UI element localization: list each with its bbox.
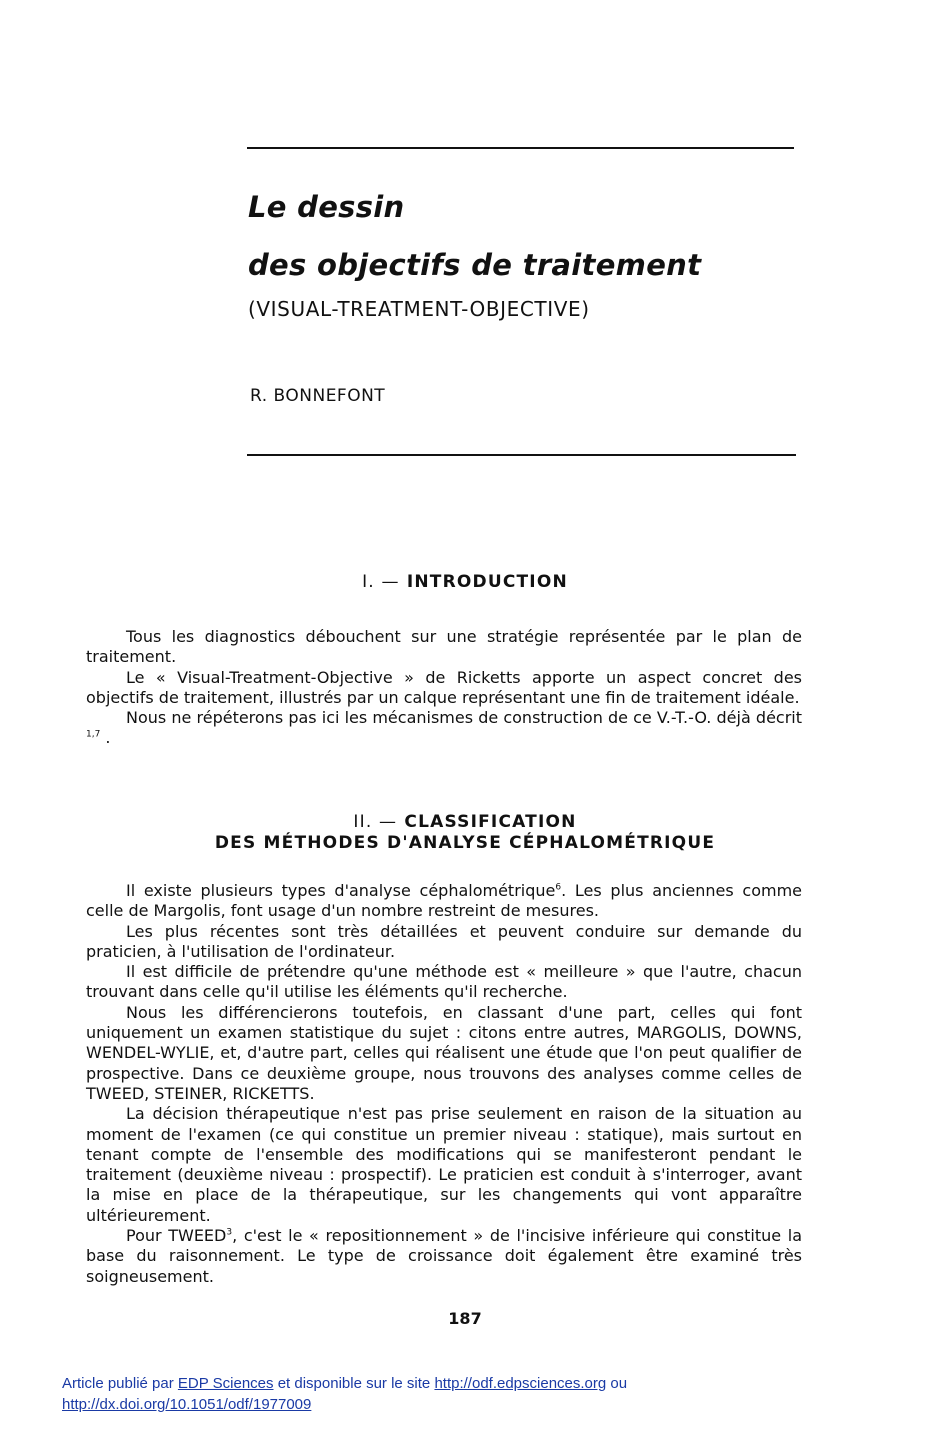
footer-text: et disponible sur le site — [277, 1375, 431, 1392]
paragraph — [86, 708, 802, 749]
paragraph-text: Pour TWEED — [126, 1226, 227, 1246]
section-title: INTRODUCTION — [406, 572, 568, 592]
page-number: 187 — [448, 1309, 482, 1328]
article-title-line1: Le dessin — [248, 190, 405, 224]
paragraph: Tous les diagnostics débouchent sur une stratégie représentée par le plan de traitement. — [86, 627, 802, 667]
reference-marker: 3 — [226, 1227, 233, 1238]
publisher-footer — [62, 1373, 882, 1415]
footer-text: Article publié par — [62, 1375, 174, 1392]
edp-sciences-link[interactable]: EDP Sciences — [177, 1375, 274, 1392]
paragraph-text-rest: , c'est le « repositionnement » de l'incisive inférieure qui constitue la base du raisonnement. Le type de croissance doit également être examiné très soigneusement. — [86, 1226, 802, 1286]
site-link[interactable]: http://odf.edpsciences.org — [434, 1375, 607, 1392]
header-top-rule — [247, 147, 794, 149]
paragraph-text: Nous ne répéterons pas ici les mécanismes de construction de ce V.-T.-O. déjà décrit — [126, 708, 802, 728]
section-body-introduction — [86, 627, 802, 749]
article-title-line2: des objectifs de traitement — [248, 248, 702, 282]
article-author: R. BONNEFONT — [250, 386, 386, 406]
article-subtitle: (VISUAL-TREATMENT-OBJECTIVE) — [248, 297, 590, 321]
paragraph — [86, 881, 802, 922]
section-heading-classification-line2: DES MÉTHODES D'ANALYSE CÉPHALOMÉTRIQUE — [214, 833, 716, 853]
paragraph-end: . — [100, 728, 111, 748]
section-title-line1: CLASSIFICATION — [404, 812, 577, 832]
paragraph: La décision thérapeutique n'est pas prise seulement en raison de la situation au moment de l'examen (ce qui constitue un premier niveau : statique), mais surtout en tenant compte de l'ensemble des modifications qui se manifesteront pendant le traitement (deuxième niveau : prospectif). Le praticien est conduit à s'interroger, avant la mise en place de la thérapeutique, sur les changements qui vont apparaître ultérieurement. — [86, 1104, 802, 1225]
paragraph-text: Il existe plusieurs types d'analyse céphalométrique — [126, 881, 556, 900]
reference-marker: 1,7 — [86, 730, 101, 741]
header-bottom-rule — [247, 454, 796, 456]
section-heading-introduction — [0, 572, 930, 592]
section-body-classification — [86, 881, 802, 1287]
section-number: II. — — [353, 812, 398, 832]
doi-link[interactable]: http://dx.doi.org/10.1051/odf/1977009 — [62, 1396, 312, 1413]
paragraph-text-rest: . Les plus anciennes comme celle de Margolis, font usage d'un nombre restreint de mesures. — [86, 881, 803, 921]
footer-text: ou — [610, 1375, 628, 1392]
paragraph: Les plus récentes sont très détaillées et peuvent conduire sur demande du praticien, à l'utilisation de l'ordinateur. — [86, 921, 802, 961]
section-number: I. — — [362, 572, 400, 592]
paragraph: Le « Visual-Treatment-Objective » de Ricketts apporte un aspect concret des objectifs de traitement, illustrés par un calque représentant une fin de traitement idéale. — [86, 667, 802, 707]
paragraph — [86, 1226, 802, 1287]
paragraph: Nous les différencierons toutefois, en classant d'une part, celles qui font uniquement un examen statistique du sujet : citons entre autres, MARGOLIS, DOWNS, WENDEL-WYLIE, et, d'autre part, celles qui réalisent une étude que l'on peut qualifier de prospective. Dans ce deuxième groupe, nous trouvons des analyses comme celles de TWEED, STEINER, RICKETTS. — [86, 1002, 802, 1103]
paragraph: Il est difficile de prétendre qu'une méthode est « meilleure » que l'autre, chacun trouvant dans celle qu'il utilise les éléments qu'il recherche. — [86, 962, 802, 1002]
section-heading-classification — [0, 812, 930, 832]
reference-marker: 6 — [555, 882, 562, 893]
